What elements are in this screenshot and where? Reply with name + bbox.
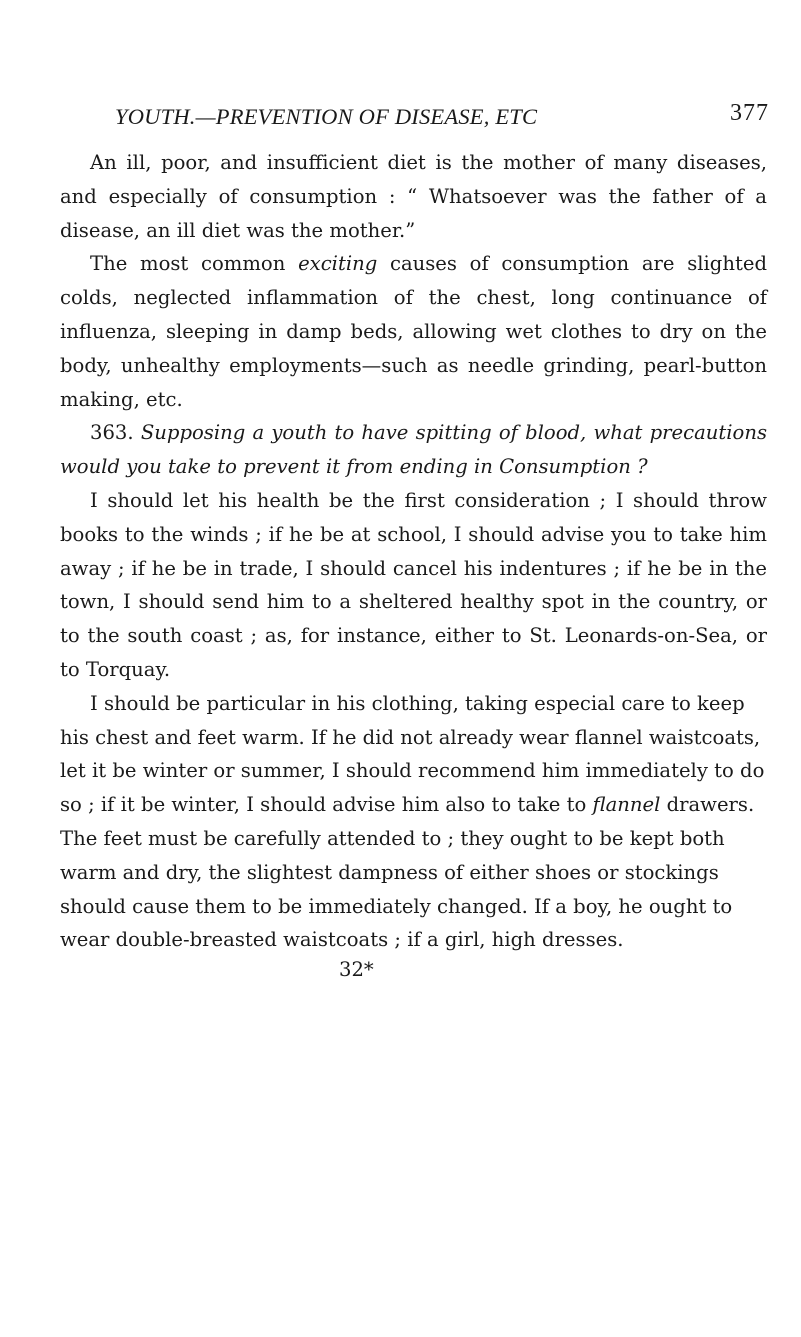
emphasis-flannel: flannel xyxy=(592,793,661,817)
page-number: 377 xyxy=(730,100,769,126)
paragraph-exciting-causes-lead: The most common xyxy=(90,252,299,276)
question-text: Supposing a youth to have spitting of blood, what precautions would you take to prevent it from ending in Consumption ? xyxy=(60,421,768,479)
paragraph-clothing-lead: I should be particular in his clothing, taking especial care to keep his chest and feet warm. If he did not already wear flannel waistcoats, let it be winter or summer, I should recommend him immediately to do so ; if it be winter, I should advise him also to take to xyxy=(60,691,765,817)
body-text xyxy=(60,146,767,957)
paragraph-exciting-causes-rest: causes of consumption are slighted colds, neglected inflammation of the chest, long continuance of influenza, sleeping in damp beds, allowing wet clothes to dry on the body, unhealthy employments—such as needle grinding, pearl-button making, etc. xyxy=(60,252,767,411)
book-page xyxy=(60,100,767,985)
paragraph-clothing xyxy=(60,687,767,957)
paragraph-diet: An ill, poor, and insufficient diet is the mother of many diseases, and especially of consumption : “ Whatsoever was the father of a disease, an ill diet was the mother.” xyxy=(60,151,767,242)
signature-mark: 32* xyxy=(339,958,374,982)
emphasis-exciting: exciting xyxy=(298,252,378,276)
paragraph-clothing-rest: drawers. The feet must be carefully attended to ; they ought to be kept both warm and dry, the slightest dampness of either shoes or stockings should cause them to be immediately changed. If a boy, he ought to wear double-breasted waistcoats ; if a girl, high dresses. xyxy=(60,793,755,952)
paragraph-exciting-causes xyxy=(60,247,767,416)
paragraph-health-first: I should let his health be the first consideration ; I should throw books to the winds ; if he be at school, I should advise you to take him away ; if he be in trade, I should cancel his indentures ; if he be in the town, I should send him to a sheltered healthy spot in the country, or to the south coast ; as, for instance, either to St. Leonards-on-Sea, or to Torquay. xyxy=(60,488,767,681)
question-number: 363. xyxy=(90,421,134,445)
running-head xyxy=(60,100,767,146)
question-363 xyxy=(60,416,767,484)
running-head-title: YOUTH.—PREVENTION OF DISEASE, ETC xyxy=(115,104,538,129)
